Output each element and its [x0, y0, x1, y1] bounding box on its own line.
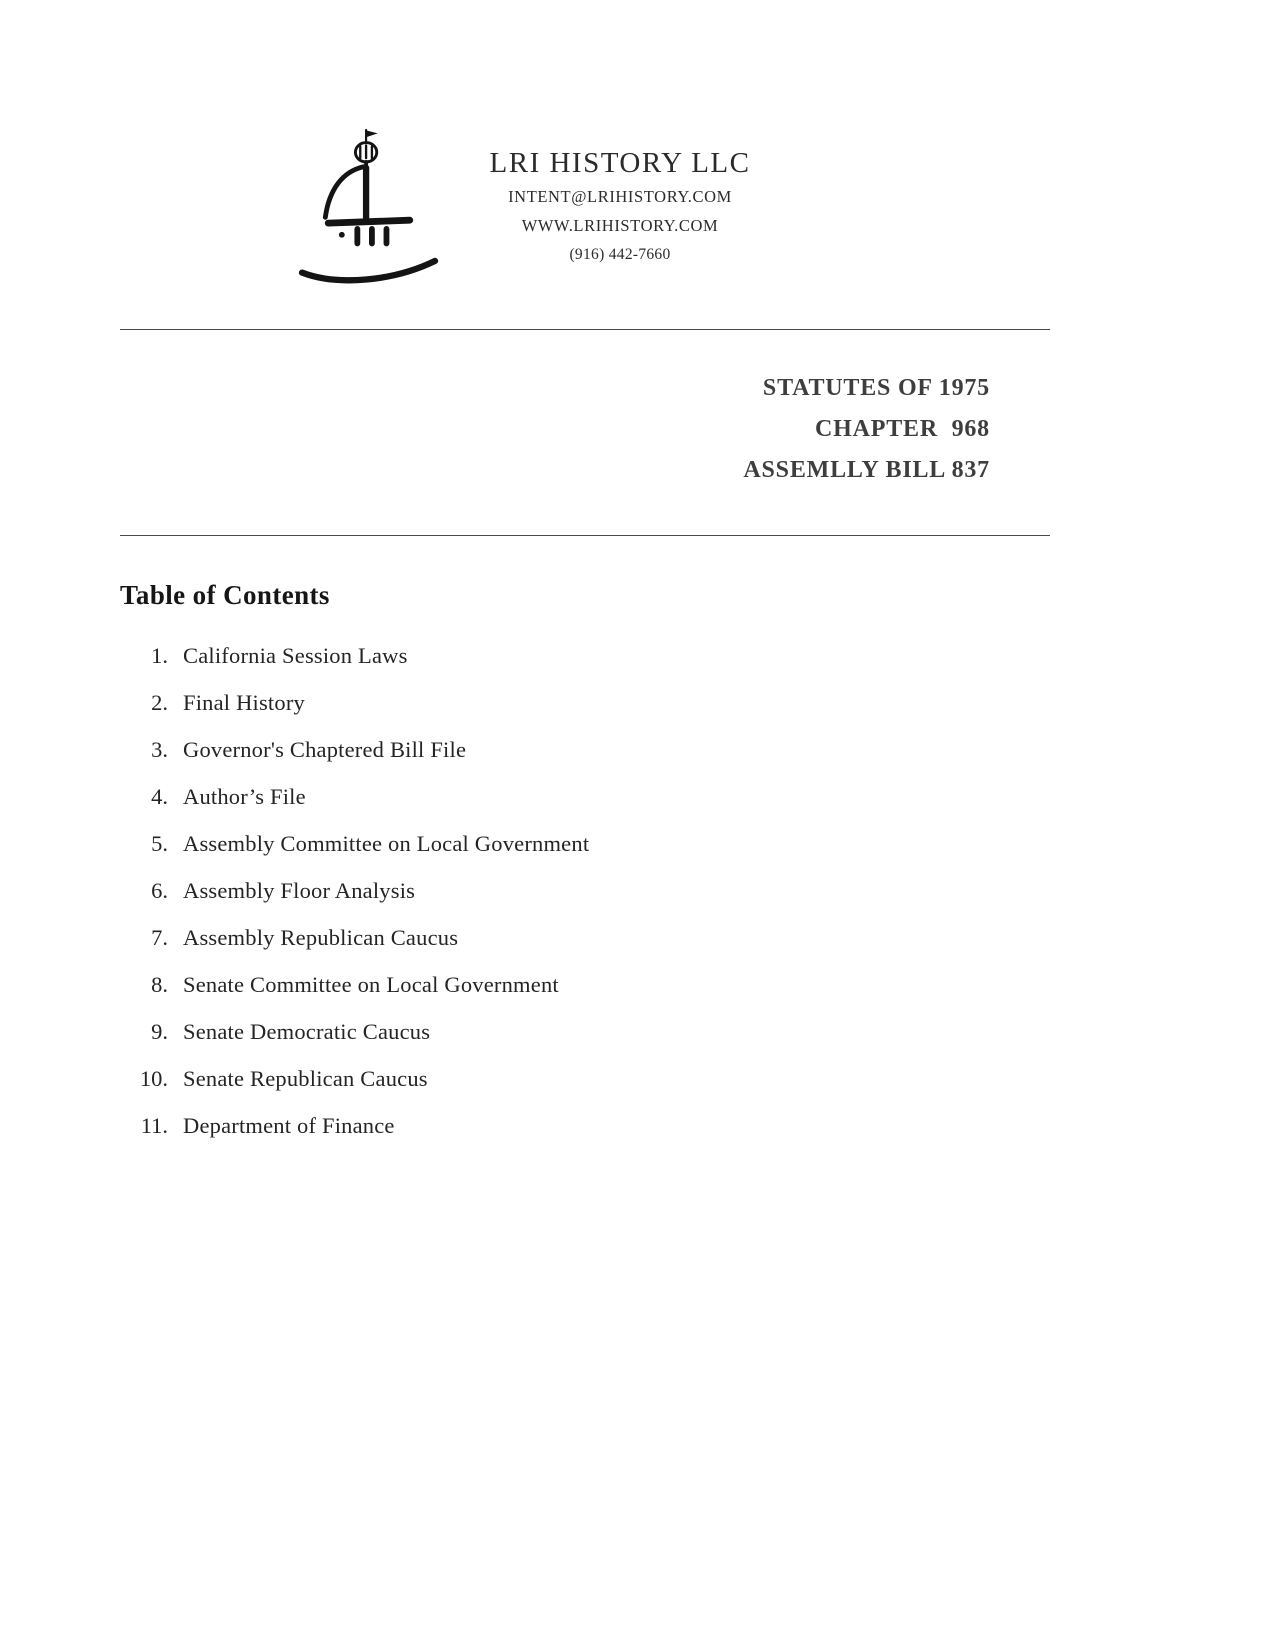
toc-item-number: 6. [151, 878, 168, 903]
horizontal-rule-bottom [120, 535, 1050, 536]
toc-item [120, 831, 1050, 878]
toc-item [120, 925, 1050, 972]
toc-item-number: 5. [151, 831, 168, 856]
toc-item-label: Assembly Committee on Local Government [183, 831, 590, 856]
toc-item [120, 1019, 1050, 1066]
toc-item-number: 2. [151, 690, 168, 715]
toc-item [120, 972, 1050, 1019]
letterhead-text [475, 128, 765, 269]
toc-item-number: 9. [151, 1019, 168, 1044]
toc-item [120, 878, 1050, 925]
toc-item-label: Senate Committee on Local Government [183, 972, 559, 997]
toc-list [120, 643, 1050, 1160]
company-name: LRI HISTORY LLC [489, 147, 751, 179]
toc-item [120, 1066, 1050, 1113]
company-email: INTENT@LRIHISTORY.COM [508, 187, 732, 206]
toc-item-label: Author’s File [183, 784, 306, 809]
toc-item-label: California Session Laws [183, 643, 408, 668]
toc-item [120, 1113, 1050, 1160]
toc-item-label: Department of Finance [183, 1113, 395, 1138]
toc-item [120, 737, 1050, 784]
toc-item-number: 10. [139, 1066, 168, 1091]
statutes-line: STATUTES OF 1975 [762, 375, 990, 401]
capitol-logo-icon [295, 128, 443, 293]
letterhead [120, 128, 1050, 293]
toc-item-label: Final History [183, 690, 305, 715]
chapter-line: CHAPTER 968 [815, 416, 990, 442]
horizontal-rule-top [120, 329, 1050, 330]
bill-line: ASSEMLLY BILL 837 [743, 457, 990, 483]
company-website: WWW.LRIHISTORY.COM [521, 216, 719, 235]
company-phone: (916) 442-7660 [569, 246, 671, 263]
toc-item-label: Assembly Republican Caucus [183, 925, 459, 950]
toc-heading: Table of Contents [120, 580, 330, 610]
toc-item-number: 1. [151, 643, 168, 668]
toc-item [120, 643, 1050, 690]
statute-reference-block [120, 368, 1050, 491]
toc-item-number: 3. [151, 737, 168, 762]
toc-item-number: 11. [140, 1113, 168, 1138]
toc-item-number: 4. [151, 784, 168, 809]
toc-item-label: Assembly Floor Analysis [183, 878, 416, 903]
toc-item-label: Senate Republican Caucus [183, 1066, 428, 1091]
toc-item-label: Governor's Chaptered Bill File [183, 737, 467, 762]
toc-item-number: 7. [151, 925, 168, 950]
toc-item-number: 8. [151, 972, 168, 997]
toc-item [120, 784, 1050, 831]
toc-item-label: Senate Democratic Caucus [183, 1019, 431, 1044]
toc-item [120, 690, 1050, 737]
